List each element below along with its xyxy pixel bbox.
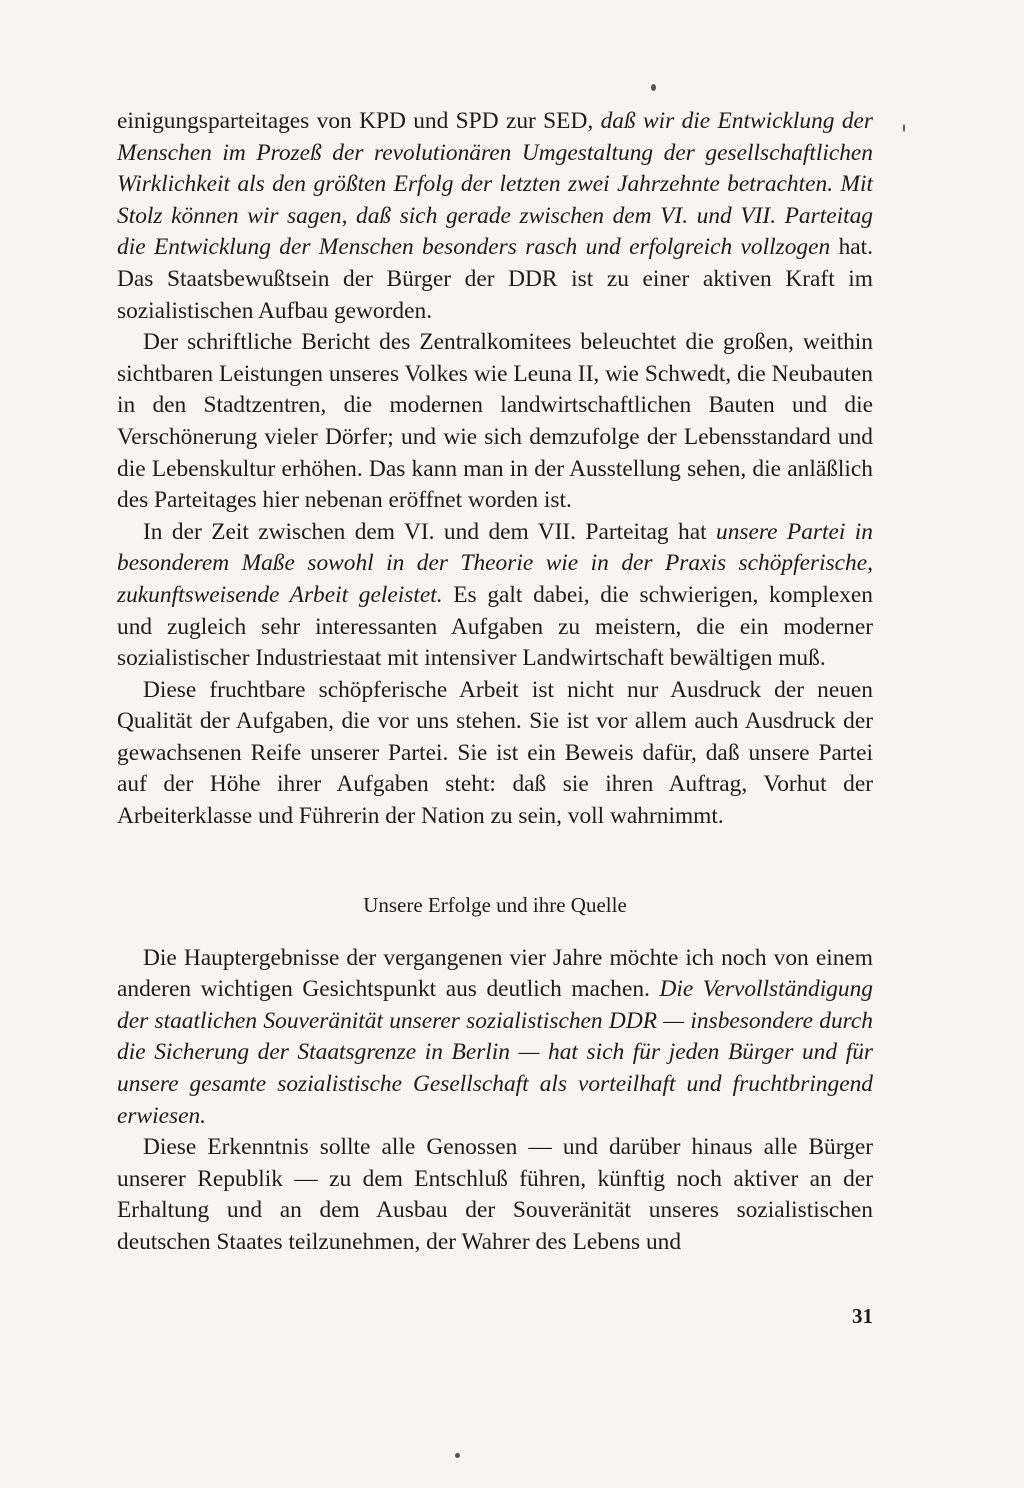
paragraph xyxy=(117,943,873,1133)
text-segment: Die Hauptergebnisse der vergangenen vier Jahre möchte ich noch von einem anderen wichtigen Gesichtspunkt aus deutlich machen. xyxy=(117,944,873,1003)
text-segment: In der Zeit zwischen dem VI. und dem VII. Parteitag hat xyxy=(143,518,716,545)
paragraph xyxy=(117,327,873,517)
section-heading: Unsere Erfolge und ihre Quelle xyxy=(363,892,627,917)
paragraph xyxy=(117,1132,873,1258)
text-block-bottom xyxy=(117,943,873,1259)
emphasized-text: Die Vervollständigung der staatlichen Souveränität unserer sozialistischen DDR — insbesondere durch die Sicherung der Staatsgrenze in Berlin — hat sich für jeden Bürger und für unsere gesamte sozialistische Gesellschaft als vorteilhaft und fruchtbringend erwiesen. xyxy=(117,976,873,1129)
paragraph xyxy=(117,517,873,675)
emphasized-text: unsere Partei in besonderem Maße sowohl in der Theorie wie in der Praxis schöpferische, zukunftsweisende Arbeit geleistet. xyxy=(117,518,873,608)
text-segment: Der schriftliche Bericht des Zentralkomitees beleuchtet die großen, weithin sichtbaren Leistungen unseres Volkes wie Leuna II, wie Schwedt, die Neubauten in den Stadtzentren, die modernen landwirtschaftlichen Bauten und die Verschönerung vieler Dörfer; und wie sich demzufolge der Lebensstandard und die Lebenskultur erhöhen. Das kann man in der Ausstellung sehen, die anläßlich des Parteitages hier nebenan eröffnet worden ist. xyxy=(117,329,873,514)
page-body xyxy=(117,106,873,1259)
text-segment: hat. Das Staatsbewußtsein der Bürger der DDR ist zu einer aktiven Kraft im sozialistischen Aufbau geworden. xyxy=(117,234,873,324)
paragraph xyxy=(117,675,873,833)
print-speck xyxy=(651,84,656,91)
text-segment: einigungsparteitages von KPD und SPD zur SED, xyxy=(117,108,601,134)
text-block-top xyxy=(117,106,873,833)
text-segment: Diese Erkenntnis sollte alle Genossen — und darüber hinaus alle Bürger unserer Republik — zu dem Entschluß führen, künftig noch aktiver an der Erhaltung und an dem Ausbau der Souveränität unseres sozialistischen deutschen Staates teilzunehmen, der Wahrer des Lebens und xyxy=(117,1134,873,1255)
text-segment: Es galt dabei, die schwierigen, komplexen und zugleich sehr interessanten Aufgaben zu meistern, die ein moderner sozialistischer Industriestaat mit intensiver Landwirtschaft bewältigen muß. xyxy=(117,581,873,672)
text-segment: Diese fruchtbare schöpferische Arbeit ist nicht nur Ausdruck der neuen Qualität der Aufgaben, die vor uns stehen. Sie ist vor allem auch Ausdruck der gewachsenen Reife unserer Partei. Sie ist ein Beweis dafür, daß unsere Partei auf der Höhe ihrer Aufgaben steht: daß sie ihren Auftrag, Vorhut der Arbeiterklasse und Führerin der Nation zu sein, voll wahrnimmt. xyxy=(117,676,873,830)
page-number: 31 xyxy=(852,1304,873,1328)
print-speck xyxy=(903,124,905,132)
emphasized-text: daß wir die Entwicklung der Menschen im Prozeß der revolutionären Umgestaltung der gesellschaftlichen Wirklichkeit als den größten Erfolg der letzten zwei Jahrzehnte betrachten. Mit Stolz können wir sagen, daß sich gerade zwischen dem VI. und VII. Parteitag die Entwicklung der Menschen besonders rasch und erfolgreich vollzogen xyxy=(117,108,873,261)
paragraph xyxy=(117,106,873,327)
print-speck xyxy=(455,1453,460,1458)
